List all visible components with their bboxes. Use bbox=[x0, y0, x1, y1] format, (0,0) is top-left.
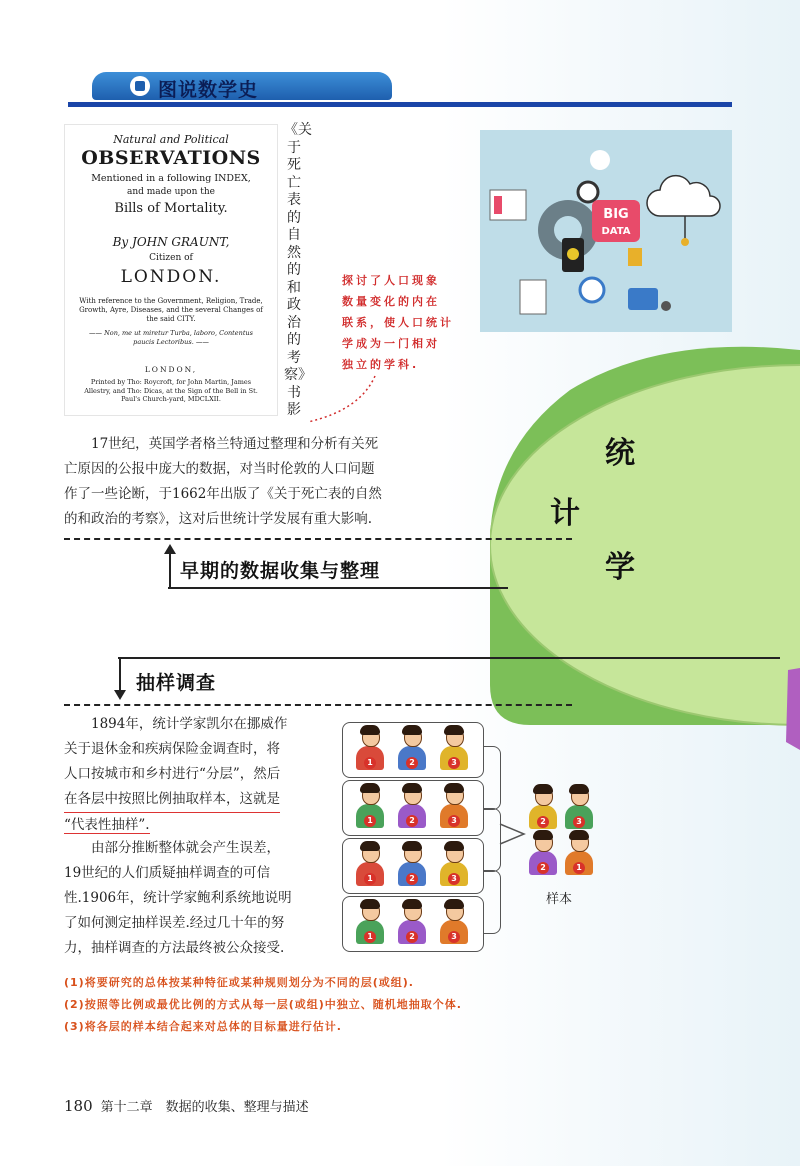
sampling-section-title: 抽样调查 bbox=[136, 672, 217, 694]
early-paragraph bbox=[64, 432, 382, 532]
cover-line: —— Non, me ut miretur Turba, laboro, Contentus paucis Lectoribus. —— bbox=[89, 329, 253, 346]
person-number: 3 bbox=[448, 931, 460, 943]
person-number: 1 bbox=[364, 873, 376, 885]
cover-line: Bills of Mortality. bbox=[114, 201, 228, 216]
person-figure bbox=[439, 901, 469, 947]
book-icon bbox=[130, 76, 150, 96]
person-number: 3 bbox=[448, 873, 460, 885]
person-figure bbox=[439, 785, 469, 831]
person-hair bbox=[402, 841, 422, 851]
cover-note-line: 探讨了人口现象 bbox=[342, 274, 440, 287]
cover-line: Mentioned in a following INDEX, bbox=[91, 173, 251, 184]
person-hair bbox=[444, 841, 464, 851]
footnote: (2)按照等比例或最优比例的方式从每一层(或组)中独立、随机地抽取个体. bbox=[64, 998, 462, 1011]
person-hair bbox=[444, 899, 464, 909]
cover-note-line: 学成为一门相对 bbox=[342, 337, 440, 350]
paragraph-line: 19世纪的人们质疑抽样调查的可信 bbox=[64, 865, 271, 881]
dashed-divider bbox=[64, 538, 572, 540]
paragraph-line: 关于退休金和疾病保险金调查时，将 bbox=[64, 741, 280, 757]
up-arrow-icon bbox=[160, 542, 180, 590]
person-number: 3 bbox=[573, 816, 585, 828]
section-rule bbox=[168, 587, 508, 589]
person-hair bbox=[360, 841, 380, 851]
person-hair bbox=[360, 725, 380, 735]
pie-label-char: 学 bbox=[605, 550, 635, 585]
person-hair bbox=[569, 830, 589, 840]
paragraph-line: 性.1906年，统计学家鲍利系统地说明 bbox=[64, 890, 292, 906]
person-number: 1 bbox=[364, 815, 376, 827]
cover-line: OBSERVATIONS bbox=[81, 147, 261, 169]
footnote: (3)将各层的样本结合起来对总体的目标量进行估计. bbox=[64, 1020, 342, 1033]
book-cover-image bbox=[64, 124, 278, 416]
person-number: 2 bbox=[406, 757, 418, 769]
early-section-title: 早期的数据收集与整理 bbox=[180, 560, 381, 582]
cover-note bbox=[342, 270, 454, 375]
paragraph-line: 力，抽样调查的方法最终被公众接受. bbox=[64, 940, 285, 956]
footnote: (1)将要研究的总体按某种特征或某种规则划分为不同的层(或组). bbox=[64, 976, 414, 989]
person-figure bbox=[564, 832, 594, 878]
cover-line: With reference to the Government, Religion, Trade, Growth, Ayre, Diseases, and the several Changes of the said CITY. bbox=[79, 297, 263, 323]
big-data-label-top: BIG bbox=[603, 207, 629, 222]
person-figure bbox=[397, 727, 427, 773]
cover-line: Natural and Political bbox=[113, 133, 229, 146]
person-figure bbox=[564, 786, 594, 832]
sampling-paragraph-1 bbox=[64, 712, 287, 838]
paragraph-line: 的和政治的考察》，这对后世统计学发展有重大影响. bbox=[64, 511, 373, 527]
person-hair bbox=[444, 725, 464, 735]
dashed-divider bbox=[64, 704, 572, 706]
paragraph-line: 人口按城市和乡村进行“分层”，然后 bbox=[64, 766, 281, 782]
right-arrow-icon bbox=[498, 822, 528, 846]
cover-line: Printed by Tho: Roycroft, for John Martin, James Allestry, and Tho: Dicas, at the Sign of the Bell in St. Paul's Church-yard, MDCLXII. bbox=[84, 378, 258, 403]
person-figure bbox=[528, 832, 558, 878]
person-number: 2 bbox=[406, 873, 418, 885]
big-data-illustration bbox=[480, 130, 732, 332]
cover-note-line: 数量变化的内在 bbox=[342, 295, 440, 308]
person-number: 1 bbox=[364, 757, 376, 769]
sampling-paragraph-2 bbox=[64, 836, 292, 961]
person-hair bbox=[402, 725, 422, 735]
person-figure bbox=[397, 785, 427, 831]
paragraph-line: 在各层中按照比例抽取样本，这就是 bbox=[64, 787, 280, 813]
cover-note-line: 联系，使人口统计 bbox=[342, 316, 454, 329]
person-figure bbox=[397, 901, 427, 947]
paragraph-line: 作了一些论断，于1662年出版了《关于死亡表的自然 bbox=[64, 486, 382, 502]
person-hair bbox=[444, 783, 464, 793]
person-figure bbox=[397, 843, 427, 889]
cover-line: LONDON, bbox=[144, 365, 198, 374]
cover-line: By JOHN GRAUNT, bbox=[112, 235, 230, 249]
person-hair bbox=[569, 784, 589, 794]
paragraph-line: 1894年，统计学家凯尔在挪威作 bbox=[91, 716, 288, 732]
pie-label-char: 计 bbox=[550, 496, 580, 531]
person-figure bbox=[439, 727, 469, 773]
stratum-box bbox=[342, 896, 484, 952]
stratum-box bbox=[342, 780, 484, 836]
page-number: 180 bbox=[64, 1097, 93, 1115]
person-number: 2 bbox=[537, 862, 549, 874]
section-rule bbox=[118, 657, 780, 659]
cover-line: LONDON. bbox=[120, 267, 222, 287]
pie-label-char: 统 bbox=[605, 436, 635, 471]
person-hair bbox=[402, 899, 422, 909]
note-connector bbox=[300, 370, 390, 430]
page-footer bbox=[64, 1096, 309, 1115]
stratum-box bbox=[342, 838, 484, 894]
person-number: 3 bbox=[448, 757, 460, 769]
person-hair bbox=[360, 899, 380, 909]
person-figure bbox=[355, 843, 385, 889]
person-number: 2 bbox=[406, 815, 418, 827]
header-rule bbox=[68, 102, 732, 107]
paragraph-line: “代表性抽样”. bbox=[64, 817, 150, 833]
person-figure bbox=[439, 843, 469, 889]
person-number: 1 bbox=[364, 931, 376, 943]
cover-line: Citizen of bbox=[149, 253, 193, 263]
down-arrow-icon bbox=[110, 656, 130, 702]
chapter-title: 第十二章 数据的收集、整理与描述 bbox=[100, 1100, 309, 1115]
person-number: 3 bbox=[448, 815, 460, 827]
cover-line: and made upon the bbox=[126, 187, 215, 197]
person-figure bbox=[528, 786, 558, 832]
person-number: 2 bbox=[406, 931, 418, 943]
big-data-graphic bbox=[480, 130, 732, 332]
person-number: 2 bbox=[537, 816, 549, 828]
section-header bbox=[68, 72, 732, 108]
cover-caption: 《关于死亡表的自然的和政治的考察》书影 bbox=[284, 122, 312, 418]
group-bracket bbox=[484, 746, 501, 810]
cover-note-line: 独立的学科. bbox=[342, 358, 420, 371]
sample-label: 样本 bbox=[546, 892, 573, 907]
person-hair bbox=[533, 830, 553, 840]
person-figure bbox=[355, 727, 385, 773]
paragraph-line: 17世纪，英国学者格兰特通过整理和分析有关死 bbox=[91, 436, 379, 452]
person-figure bbox=[355, 785, 385, 831]
person-figure bbox=[355, 901, 385, 947]
paragraph-line: 了如何测定抽样误差.经过几十年的努 bbox=[64, 915, 285, 931]
stratum-box bbox=[342, 722, 484, 778]
paragraph-line: 亡原因的公报中庞大的数据，对当时伦敦的人口问题 bbox=[64, 461, 375, 477]
header-title: 图说数学史 bbox=[158, 79, 259, 101]
person-hair bbox=[360, 783, 380, 793]
statistics-pie-graphic bbox=[490, 330, 800, 750]
paragraph-line: 由部分推断整体就会产生误差， bbox=[91, 840, 280, 856]
group-bracket bbox=[484, 870, 501, 934]
header-tab bbox=[92, 72, 392, 100]
person-hair bbox=[402, 783, 422, 793]
person-hair bbox=[533, 784, 553, 794]
person-number: 1 bbox=[573, 862, 585, 874]
big-data-label-bottom: DATA bbox=[601, 226, 631, 237]
